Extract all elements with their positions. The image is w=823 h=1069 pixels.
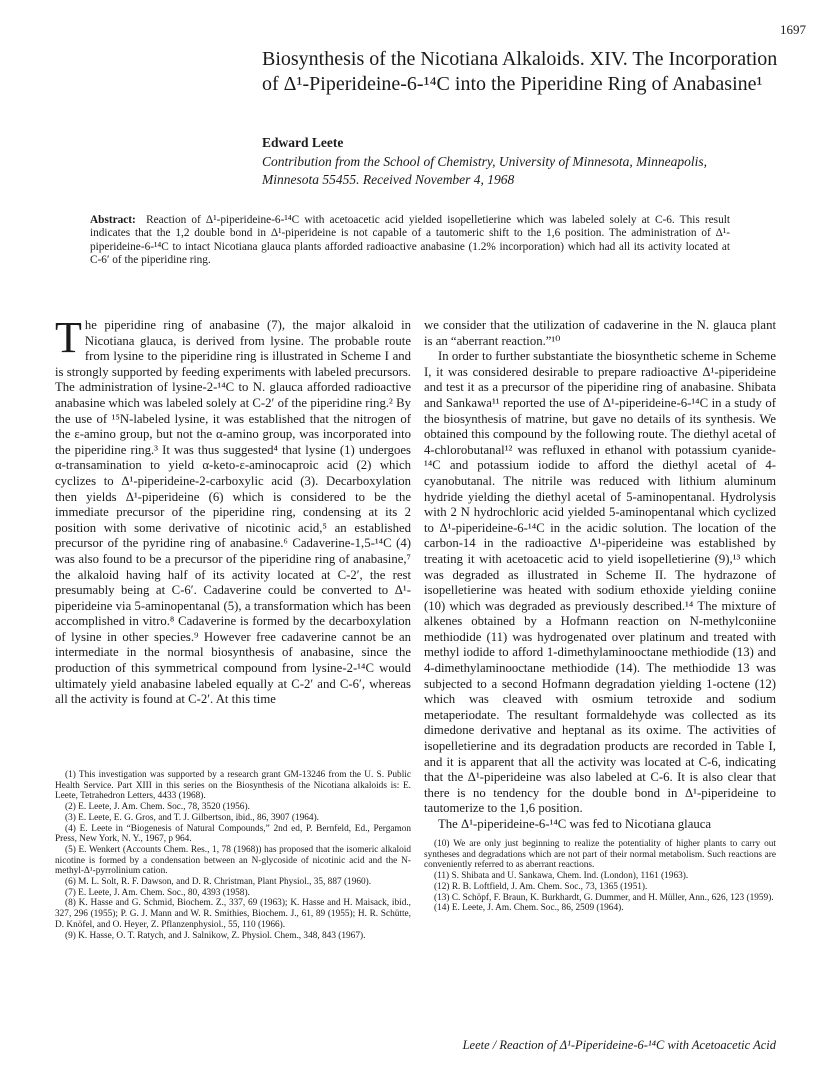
- paragraph-feeding: The Δ¹-piperideine-6-¹⁴C was fed to Nicotiana glauca: [438, 817, 712, 831]
- body-column-left: [55, 313, 411, 708]
- footnotes-left: [55, 770, 411, 941]
- author-affiliation: Contribution from the School of Chemistry, University of Minnesota, Minneapolis, Minnesota 55455. Received November 4, 1968: [262, 154, 707, 187]
- author-name: Edward Leete: [262, 135, 344, 150]
- footnote: (1) This investigation was supported by a research grant GM-13246 from the U. S. Public Health Service. Part XIII in this series on the Biosynthesis of the Nicotiana alkaloids is: E. Leete, Tetrahedron Letters, 4433 (1968).: [55, 770, 411, 802]
- article-title: Biosynthesis of the Nicotiana Alkaloids. XIV. The Incorporation of Δ¹-Piperideine-6-¹⁴C into the Piperidine Ring of Anabasine¹: [262, 48, 778, 95]
- abstract-label: Abstract:: [90, 214, 136, 226]
- footnote: (12) R. B. Loftfield, J. Am. Chem. Soc., 73, 1365 (1951).: [434, 881, 648, 892]
- footnote: (13) C. Schöpf, F. Braun, K. Burkhardt, G. Dummer, and H. Müller, Ann., 626, 123 (1959).: [434, 892, 774, 903]
- intro-paragraph: [55, 313, 411, 708]
- footnotes-right: [424, 839, 776, 914]
- footnote: (4) E. Leete in “Biogenesis of Natural Compounds,” 2nd ed, P. Bernfeld, Ed., Pergamon Press, New York, N. Y., 1967, p 964.: [55, 823, 411, 845]
- intro-text: he piperidine ring of anabasine (7), the major alkaloid in Nicotiana glauca, is derived from lysine. The probable route from lysine to the piperidine ring is illustrated in Scheme I and is strongly supported by feeding experiments with labeled precursors. The administration of lysine-2-¹⁴C to N. glauca afforded radioactive anabasine which was labeled solely at C-2′ of the piperidine ring.² By the use of ¹⁵N-labeled lysine, it was established that the nitrogen of the ε-amino group, but not the α-amino group, was incorporated into the piperidine ring.³ It was thus suggested⁴ that lysine (1) undergoes α-transamination to yield α-keto-ε-aminocaproic acid (2) which cyclizes to Δ¹-piperideine-2-carboxylic acid (3). Decarboxylation then yields Δ¹-piperideine (6) which is considered to be the immediate precursor of the piperidine ring, condensing at its 2 position with some derivative of nicotinic acid,⁵ an established precursor of the pyridine ring of anabasine.⁶ Cadaverine-1,5-¹⁴C (4) was also found to be a precursor of the piperidine ring of anabasine,⁷ the alkaloid having half of its activity located at C-2′, the rest presumably being at C-6′. Cadaverine could be converted to Δ¹-piperideine via 5-aminopentanal (5), a transformation which has been accomplished in vitro.⁸ Cadaverine is formed by the decarboxylation of lysine in other species.⁹ However free cadaverine cannot be an intermediate in the normal biosynthesis of anabasine, since the production of this symmetrical compound from lysine-2-¹⁴C would ultimately yield anabasine labeled equally at C-2′ and C-6′, whereas all the activity is found at C-2′. At this time: [55, 318, 411, 707]
- abstract-text: Reaction of Δ¹-piperideine-6-¹⁴C with acetoacetic acid yielded isopelletierine which was labeled solely at C-6. This result indicates that the 1,2 double bond in Δ¹-piperideine is not capable of a tautomeric shift to the 1,6 position. The administration of Δ¹-piperideine-6-¹⁴C to intact Nicotiana glauca plants afforded radioactive anabasine (1.2% incorporation) which had all its activity located at C-6′ of the piperidine ring.: [90, 214, 730, 267]
- footnote: (3) E. Leete, E. G. Gros, and T. J. Gilbertson, ibid., 86, 3907 (1964).: [65, 812, 319, 823]
- footnote: (6) M. L. Solt, R. F. Dawson, and D. R. Christman, Plant Physiol., 35, 887 (1960).: [65, 877, 372, 888]
- footnote: (11) S. Shibata and U. Sankawa, Chem. Ind. (London), 1161 (1963).: [434, 871, 689, 882]
- drop-cap: T: [55, 313, 82, 362]
- body-column-right: [424, 318, 776, 833]
- footnote: (8) K. Hasse and G. Schmid, Biochem. Z., 337, 69 (1963); K. Hasse and H. Maisack, ibid., 327, 296 (1955); P. G. J. Mann and W. R. Smithies, Biochem. J., 61, 89 (1955); H. R. Schütte, D. Knöfel, and O. Heyer, Z. Pflanzenphysiol., 55, 110 (1966).: [55, 898, 411, 930]
- footnote: (7) E. Leete, J. Am. Chem. Soc., 80, 4393 (1958).: [65, 887, 250, 898]
- footnote: (14) E. Leete, J. Am. Chem. Soc., 86, 2509 (1964).: [434, 903, 624, 914]
- abstract: [90, 214, 730, 268]
- footnote: (2) E. Leete, J. Am. Chem. Soc., 78, 3520 (1956).: [65, 802, 250, 813]
- running-footer: Leete / Reaction of Δ¹-Piperideine-6-¹⁴C with Acetoacetic Acid: [462, 1038, 776, 1052]
- footnote: (9) K. Hasse, O. T. Ratych, and J. Salnikow, Z. Physiol. Chem., 348, 843 (1967).: [65, 930, 366, 941]
- footnote: (5) E. Wenkert (Accounts Chem. Res., 1, 78 (1968)) has proposed that the isomeric alkaloid nicotine is formed by a condensation between an N-glycoside of nicotinic acid and the N-methyl-Δ¹-pyrrolinium cation.: [55, 844, 411, 877]
- footnote: (10) We are only just beginning to realize the potentiality of higher plants to carry out syntheses and degradations which are not part of their normal metabolism. Such reactions are conveniently referred to as aberrant reactions.: [424, 839, 776, 871]
- page-number: 1697: [780, 22, 806, 37]
- paragraph-continued: we consider that the utilization of cadaverine in the N. glauca plant is an “aberrant reaction.”¹⁰: [424, 318, 776, 348]
- paragraph-synthesis: In order to further substantiate the biosynthetic scheme in Scheme I, it was considered desirable to prepare radioactive Δ¹-piperideine and test it as a precursor of the piperidine ring of anabasine. Shibata and Sankawa¹¹ reported the use of Δ¹-piperideine-6-¹⁴C in a study of the biosynthesis of matrine, but gave no details of its synthesis. We obtained this compound by the following route. The diethyl acetal of 4-chlorobutanal¹² was refluxed in ethanol with potassium cyanide-¹⁴C and potassium iodide to afford the diethyl acetal of 4-cyanobutanal. The nitrile was reduced with lithium aluminum hydride yielding the diethyl acetal of 5-aminopentanal. Hydrolysis with 2 N hydrochloric acid yielded 5-aminopentanal which cyclized to Δ¹-piperideine-6-¹⁴C in the acidic solution. The location of the carbon-14 in the radioactive Δ¹-piperideine was established by treating it with acetoacetic acid to yield isopelletierine (9),¹³ which was degraded as illustrated in Scheme II. The hydrazone of isopelletierine was heated with sodium ethoxide yielding coniine (10) which was degraded as previously described.¹⁴ The mixture of alkenes obtained by a Hofmann reaction on N-methylconiine methiodide (11) was hydrogenated over platinum and treated with methyl iodide to afford 1-dimethylaminooctane methiodide (13) and 4-dimethylaminooctane methiodide (14). The methiodide 13 was subjected to a second Hofmann degradation yielding 1-octene (12) which was cleaved with osmium tetroxide and sodium metaperiodate. The resultant formaldehyde was collected as its dimedone derivative and heptanal as its oxime. The activities of isopelletierine and its degradation products are recorded in Table I, and it is apparent that all the activity was located at C-6, indicating that the Δ¹-piperideine was also labeled at C-6. It is also clear that there is no tendency for the double bond in Δ¹-piperideine to tautomerize to the 1,6 position.: [424, 349, 776, 816]
